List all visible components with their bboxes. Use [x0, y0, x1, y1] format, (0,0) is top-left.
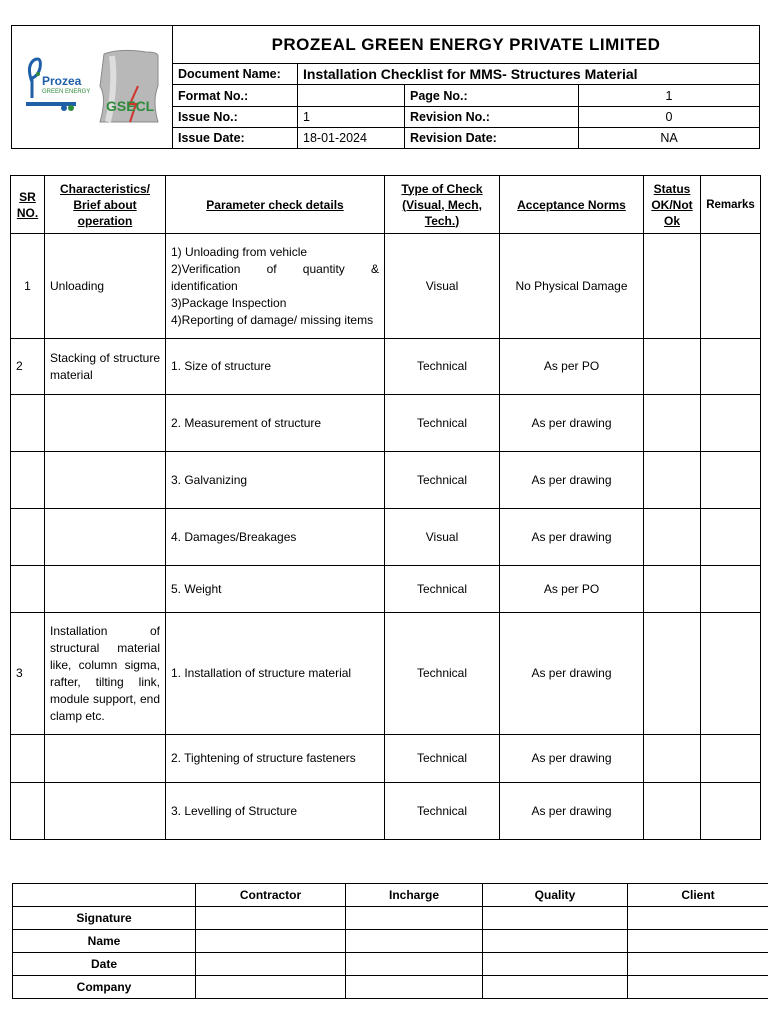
characteristics-cell	[45, 395, 166, 452]
remarks-cell[interactable]	[701, 339, 761, 395]
type-cell: Technical	[385, 735, 500, 783]
parameter-cell: 4. Damages/Breakages	[166, 509, 385, 566]
parameter-cell: 2. Tightening of structure fasteners	[166, 735, 385, 783]
type-cell: Technical	[385, 452, 500, 509]
issue-no-value: 1	[298, 106, 405, 127]
col-parameter: Parameter check details	[166, 176, 385, 234]
status-cell[interactable]	[644, 566, 701, 613]
signoff-cell[interactable]	[628, 930, 768, 953]
logo-text-gsecl: GSECL	[106, 98, 155, 114]
col-status: Status OK/Not Ok	[644, 176, 701, 234]
page-no-value: 1	[579, 85, 760, 106]
sr-cell	[11, 509, 45, 566]
signoff-cell[interactable]	[483, 930, 628, 953]
signoff-cell[interactable]	[628, 976, 768, 999]
characteristics-cell: Stacking of structure material	[45, 339, 166, 395]
col-type-of-check: Type of Check (Visual, Mech, Tech.)	[385, 176, 500, 234]
status-cell[interactable]	[644, 509, 701, 566]
signoff-cell[interactable]	[196, 907, 346, 930]
sr-cell: 3	[11, 613, 45, 735]
parameter-cell: 2. Measurement of structure	[166, 395, 385, 452]
signoff-row-date	[13, 953, 768, 976]
acceptance-cell: No Physical Damage	[500, 234, 644, 339]
table-row	[11, 735, 761, 783]
acceptance-cell: As per drawing	[500, 509, 644, 566]
remarks-cell[interactable]	[701, 613, 761, 735]
revision-no-label: Revision No.:	[405, 106, 579, 127]
acceptance-cell: As per drawing	[500, 452, 644, 509]
signoff-cell[interactable]	[628, 907, 768, 930]
logo-cell	[12, 26, 173, 149]
status-cell[interactable]	[644, 234, 701, 339]
page-no-label: Page No.:	[405, 85, 579, 106]
type-cell: Technical	[385, 339, 500, 395]
acceptance-cell: As per drawing	[500, 735, 644, 783]
acceptance-cell: As per PO	[500, 339, 644, 395]
characteristics-cell	[45, 452, 166, 509]
acceptance-cell: As per drawing	[500, 395, 644, 452]
col-remarks: Remarks	[701, 176, 761, 234]
signoff-cell[interactable]	[196, 976, 346, 999]
parameter-cell: 3. Galvanizing	[166, 452, 385, 509]
acceptance-cell: As per drawing	[500, 613, 644, 735]
remarks-cell[interactable]	[701, 395, 761, 452]
signoff-row-label: Date	[13, 953, 196, 976]
sr-cell: 2	[11, 339, 45, 395]
signoff-row-name	[13, 930, 768, 953]
logo-text-green-energy: GREEN ENERGY	[42, 89, 91, 95]
table-row	[11, 234, 761, 339]
signoff-cell[interactable]	[346, 953, 483, 976]
remarks-cell[interactable]	[701, 735, 761, 783]
table-row	[11, 339, 761, 395]
table-row	[11, 783, 761, 840]
signoff-row-company	[13, 976, 768, 999]
signoff-cell[interactable]	[628, 953, 768, 976]
signoff-header-row	[13, 884, 768, 907]
characteristics-cell	[45, 509, 166, 566]
status-cell[interactable]	[644, 395, 701, 452]
parameter-cell: 5. Weight	[166, 566, 385, 613]
signoff-table	[12, 883, 768, 999]
status-cell[interactable]	[644, 783, 701, 840]
format-no-label: Format No.:	[173, 85, 298, 106]
issue-date-label: Issue Date:	[173, 127, 298, 148]
revision-date-value: NA	[579, 127, 760, 148]
signoff-row-label: Name	[13, 930, 196, 953]
remarks-cell[interactable]	[701, 566, 761, 613]
revision-no-value: 0	[579, 106, 760, 127]
issue-date-value: 18-01-2024	[298, 127, 405, 148]
col-sr-no: SR NO.	[11, 176, 45, 234]
type-cell: Technical	[385, 783, 500, 840]
signoff-cell[interactable]	[346, 907, 483, 930]
sr-cell	[11, 395, 45, 452]
type-cell: Visual	[385, 234, 500, 339]
signoff-cell[interactable]	[196, 953, 346, 976]
logo-graphic	[12, 26, 172, 148]
signoff-col-contractor: Contractor	[196, 884, 346, 907]
signoff-col-quality: Quality	[483, 884, 628, 907]
parameter-cell: 1) Unloading from vehicle 2)Verification of quantity & identification 3)Package Inspection 4)Reporting of damage/ missing items	[166, 234, 385, 339]
status-cell[interactable]	[644, 339, 701, 395]
remarks-cell[interactable]	[701, 509, 761, 566]
status-cell[interactable]	[644, 452, 701, 509]
col-acceptance-norms: Acceptance Norms	[500, 176, 644, 234]
col-characteristics: Characteristics/ Brief about operation	[45, 176, 166, 234]
sr-cell	[11, 735, 45, 783]
characteristics-cell	[45, 735, 166, 783]
parameter-cell: 1. Installation of structure material	[166, 613, 385, 735]
characteristics-cell	[45, 566, 166, 613]
table-row	[11, 613, 761, 735]
signoff-col-blank	[13, 884, 196, 907]
sr-cell	[11, 452, 45, 509]
table-row	[11, 452, 761, 509]
document-name-value: Installation Checklist for MMS- Structures Material	[298, 64, 760, 85]
type-cell: Visual	[385, 509, 500, 566]
company-logo	[12, 26, 172, 148]
signoff-col-incharge: Incharge	[346, 884, 483, 907]
table-row	[11, 566, 761, 613]
signoff-cell[interactable]	[196, 930, 346, 953]
signoff-cell[interactable]	[483, 907, 628, 930]
remarks-cell[interactable]	[701, 234, 761, 339]
company-title: PROZEAL GREEN ENERGY PRIVATE LIMITED	[173, 26, 760, 64]
type-cell: Technical	[385, 395, 500, 452]
sr-cell	[11, 783, 45, 840]
parameter-cell: 1. Size of structure	[166, 339, 385, 395]
document-name-label: Document Name:	[173, 64, 298, 85]
signoff-row-signature	[13, 907, 768, 930]
signoff-cell[interactable]	[346, 976, 483, 999]
revision-date-label: Revision Date:	[405, 127, 579, 148]
characteristics-cell	[45, 783, 166, 840]
issue-no-label: Issue No.:	[173, 106, 298, 127]
sr-cell	[11, 566, 45, 613]
logo-text-prozeal: Prozea	[42, 74, 82, 88]
signoff-cell[interactable]	[483, 976, 628, 999]
document-header	[11, 25, 760, 149]
status-cell[interactable]	[644, 613, 701, 735]
sr-cell: 1	[11, 234, 45, 339]
signoff-col-client: Client	[628, 884, 768, 907]
checklist-header-row	[11, 176, 761, 234]
signoff-row-label: Company	[13, 976, 196, 999]
remarks-cell[interactable]	[701, 452, 761, 509]
characteristics-cell: Unloading	[45, 234, 166, 339]
type-cell: Technical	[385, 613, 500, 735]
signoff-cell[interactable]	[483, 953, 628, 976]
format-no-value	[298, 85, 405, 106]
installation-checklist-table	[10, 175, 761, 840]
table-row	[11, 395, 761, 452]
status-cell[interactable]	[644, 735, 701, 783]
parameter-cell: 3. Levelling of Structure	[166, 783, 385, 840]
acceptance-cell: As per drawing	[500, 783, 644, 840]
table-row	[11, 509, 761, 566]
remarks-cell[interactable]	[701, 783, 761, 840]
signoff-cell[interactable]	[346, 930, 483, 953]
acceptance-cell: As per PO	[500, 566, 644, 613]
type-cell: Technical	[385, 566, 500, 613]
signoff-row-label: Signature	[13, 907, 196, 930]
characteristics-cell: Installation of structural material like, column sigma, rafter, tilting link, module support, end clamp etc.	[45, 613, 166, 735]
